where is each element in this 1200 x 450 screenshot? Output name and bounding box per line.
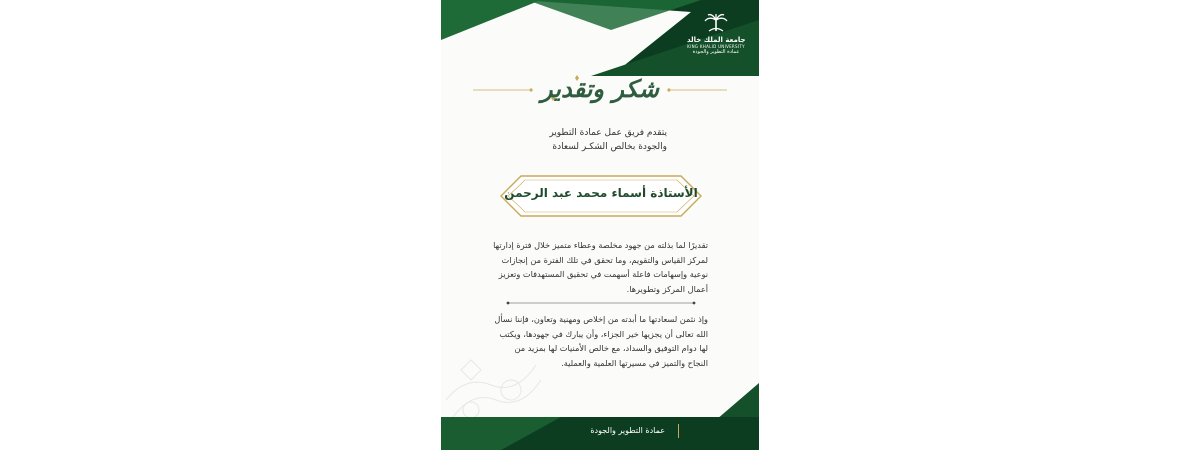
intro-text [481, 126, 667, 154]
recipient-frame [499, 174, 703, 218]
deanship-name: عمادة التطوير والجودة [692, 49, 740, 55]
wishes-paragraph: وإذ نثمن لسعادتها ما أبدته من إخلاص ومهنية وتعاون، فإننا نسأل الله تعالى أن يجزيها خير الجزاء، وأن يبارك في جهودها، ويكتب لها دوام التوفيق والسداد، مع خالص الأمنيات لها بمزيد من النجاح والتميز في مسيرتها العلمية والعملية. [494, 314, 708, 368]
footer-separator [678, 424, 679, 438]
palm-tree-icon [703, 12, 729, 32]
recipient-name: الأستاذة أسماء محمد عبد الرحمن [504, 186, 698, 200]
certificate-card [441, 0, 759, 450]
university-name-en: KING KHALID UNIVERSITY [687, 44, 745, 49]
footer-label: عمادة التطوير والجودة [590, 426, 665, 435]
section-divider [505, 300, 697, 306]
university-name: جامعة الملك خالد [687, 36, 746, 44]
bottom-banner [441, 383, 759, 450]
intro-line-1: يتقدم فريق عمل عمادة التطوير [549, 128, 667, 138]
intro-line-2: والجودة بخالص الشكـر لسعادة [552, 142, 667, 152]
banner-left-wedge [441, 0, 541, 40]
certificate-title: شكر وتقدير [541, 74, 659, 103]
university-logo [687, 12, 745, 55]
appreciation-paragraph: تقديرًا لما بذلته من جهود مخلصة وعطاء متميز خلال فترة إدارتها لمركز القياس والتقويم، وما تحقق في تلك الفترة من إنجازات نوعية وإسهامات فاعلة أسهمت في تحقيق المستهدفات وتعزيز أعمال المركز وتطويرها. [493, 240, 708, 294]
title-row [471, 72, 729, 112]
